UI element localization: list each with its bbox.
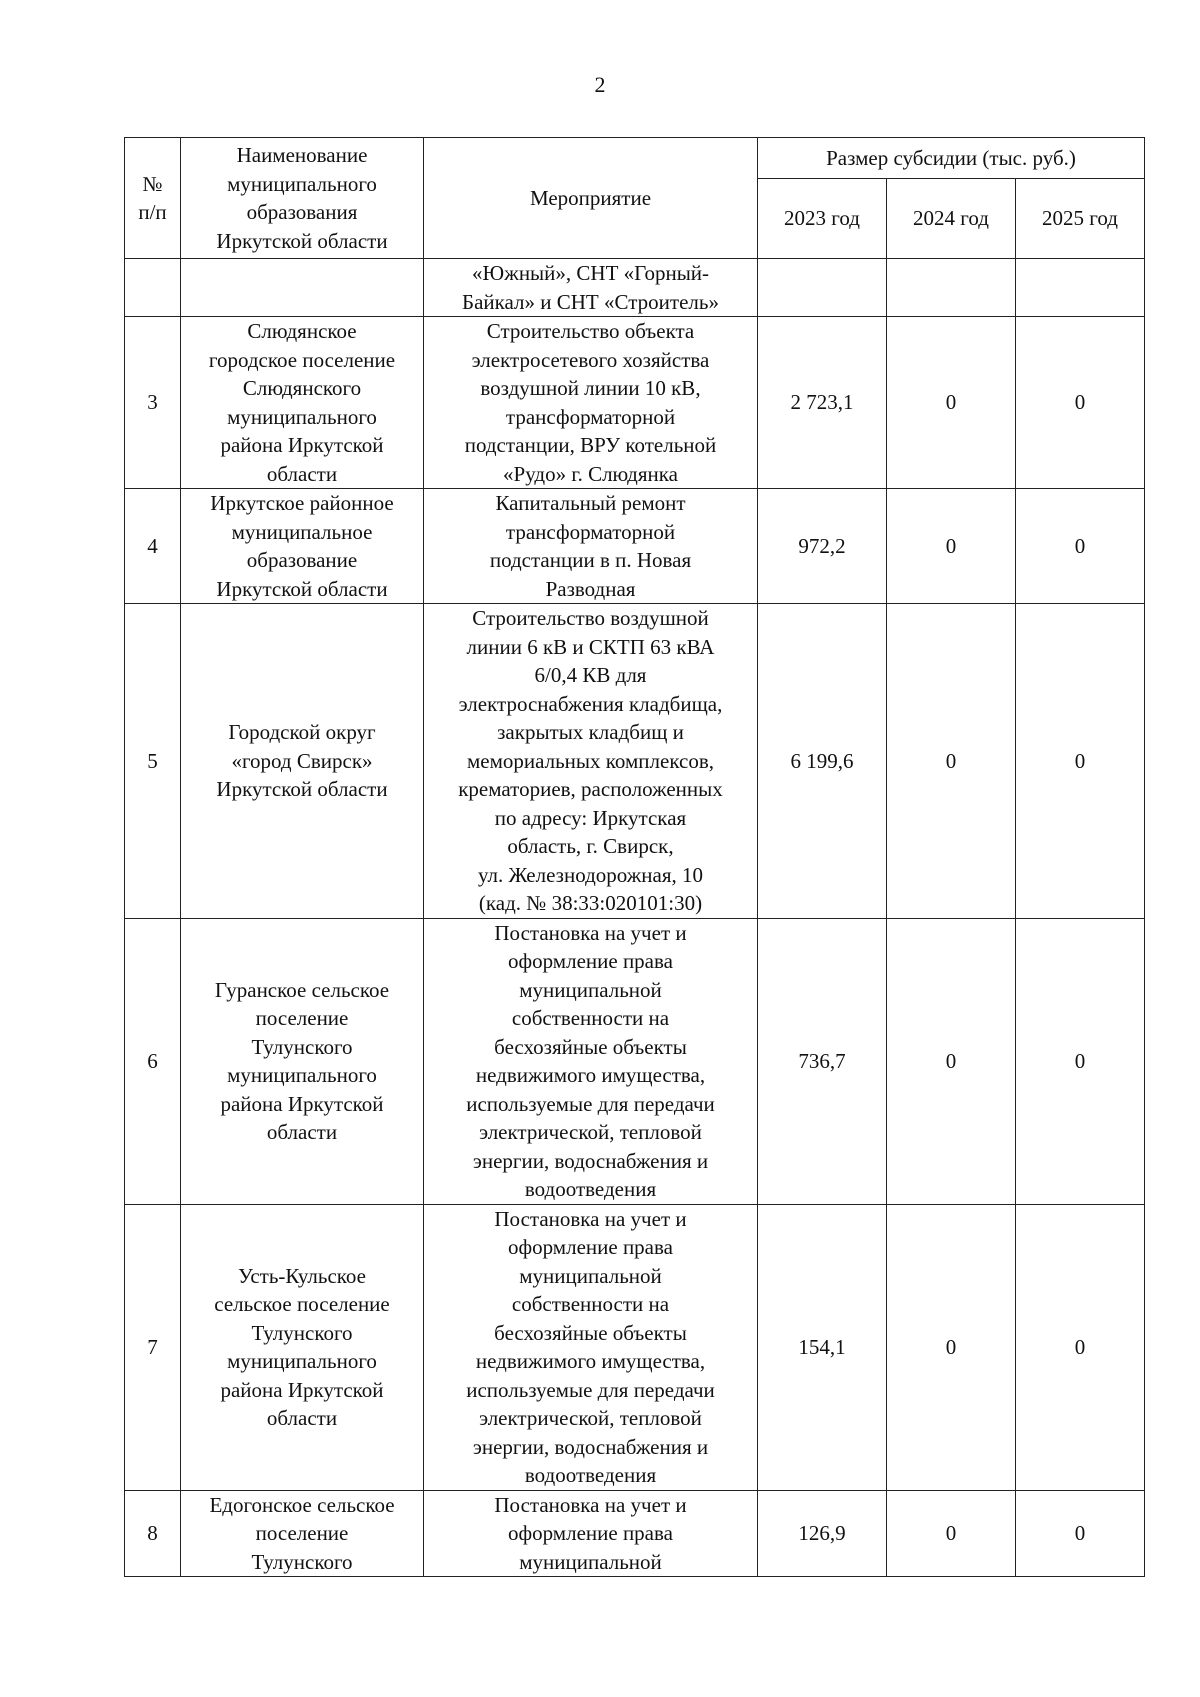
- cell-2025: 0: [1016, 604, 1145, 919]
- cell-2024: 0: [887, 317, 1016, 489]
- header-num: № п/п: [125, 138, 181, 259]
- cell-municipality: Усть-Кульское сельское поселение Тулунского муниципального района Иркутской области: [181, 1204, 424, 1490]
- table-row: [125, 1204, 1145, 1490]
- cell-2025: 0: [1016, 489, 1145, 604]
- table-row: [125, 317, 1145, 489]
- cell-2024: 0: [887, 918, 1016, 1204]
- cell-num: 4: [125, 489, 181, 604]
- cell-activity: Постановка на учет и оформление права муниципальной: [424, 1490, 758, 1577]
- cell-2023: [758, 259, 887, 317]
- table-row: [125, 604, 1145, 919]
- cell-municipality: Гуранское сельское поселение Тулунского муниципального района Иркутской области: [181, 918, 424, 1204]
- cell-num: 3: [125, 317, 181, 489]
- cell-num: 7: [125, 1204, 181, 1490]
- cell-2025: 0: [1016, 1204, 1145, 1490]
- table-row: [125, 1490, 1145, 1577]
- cell-municipality: Иркутское районное муниципальное образование Иркутской области: [181, 489, 424, 604]
- cell-2025: 0: [1016, 317, 1145, 489]
- cell-2025: 0: [1016, 918, 1145, 1204]
- page-number: 2: [594, 72, 606, 97]
- cell-num: [125, 259, 181, 317]
- header-municipality: Наименование муниципального образования Иркутской области: [181, 138, 424, 259]
- cell-activity: Капитальный ремонт трансформаторной подстанции в п. Новая Разводная: [424, 489, 758, 604]
- cell-num: 6: [125, 918, 181, 1204]
- cell-2024: [887, 259, 1016, 317]
- header-activity: Мероприятие: [424, 138, 758, 259]
- cell-2024: 0: [887, 604, 1016, 919]
- cell-activity: Строительство объекта электросетевого хозяйства воздушной линии 10 кВ, трансформаторной подстанции, ВРУ котельной «Рудо» г. Слюдянка: [424, 317, 758, 489]
- cell-2023: 736,7: [758, 918, 887, 1204]
- cell-municipality: [181, 259, 424, 317]
- cell-municipality: Едогонское сельское поселение Тулунского: [181, 1490, 424, 1577]
- cell-2023: 126,9: [758, 1490, 887, 1577]
- cell-activity: «Южный», СНТ «Горный- Байкал» и СНТ «Строитель»: [424, 259, 758, 317]
- table-row: [125, 259, 1145, 317]
- cell-activity: Постановка на учет и оформление права муниципальной собственности на бесхозяйные объекты недвижимого имущества, используемые для передачи электрической, тепловой энергии, водоснабжения и водоотведения: [424, 918, 758, 1204]
- cell-2024: 0: [887, 1490, 1016, 1577]
- cell-2023: 2 723,1: [758, 317, 887, 489]
- header-year-2025: 2025 год: [1016, 179, 1145, 259]
- cell-2023: 6 199,6: [758, 604, 887, 919]
- table-row: [125, 489, 1145, 604]
- table-row: [125, 918, 1145, 1204]
- cell-2025: [1016, 259, 1145, 317]
- header-year-2024: 2024 год: [887, 179, 1016, 259]
- cell-num: 5: [125, 604, 181, 919]
- subsidy-table: [124, 137, 1145, 1577]
- cell-municipality: Слюдянское городское поселение Слюдянского муниципального района Иркутской области: [181, 317, 424, 489]
- cell-num: 8: [125, 1490, 181, 1577]
- header-year-2023: 2023 год: [758, 179, 887, 259]
- cell-2023: 154,1: [758, 1204, 887, 1490]
- header-subsidy: Размер субсидии (тыс. руб.): [758, 138, 1145, 179]
- cell-2023: 972,2: [758, 489, 887, 604]
- cell-2024: 0: [887, 489, 1016, 604]
- cell-municipality: Городской округ «город Свирск» Иркутской области: [181, 604, 424, 919]
- cell-activity: Строительство воздушной линии 6 кВ и СКТП 63 кВА 6/0,4 КВ для электроснабжения кладбища, закрытых кладбищ и мемориальных комплексов, крематориев, расположенных по адресу: Иркутская область, г. Свирск, ул. Железнодорожная, 10 (кад. № 38:33:020101:30): [424, 604, 758, 919]
- cell-activity: Постановка на учет и оформление права муниципальной собственности на бесхозяйные объекты недвижимого имущества, используемые для передачи электрической, тепловой энергии, водоснабжения и водоотведения: [424, 1204, 758, 1490]
- cell-2024: 0: [887, 1204, 1016, 1490]
- cell-2025: 0: [1016, 1490, 1145, 1577]
